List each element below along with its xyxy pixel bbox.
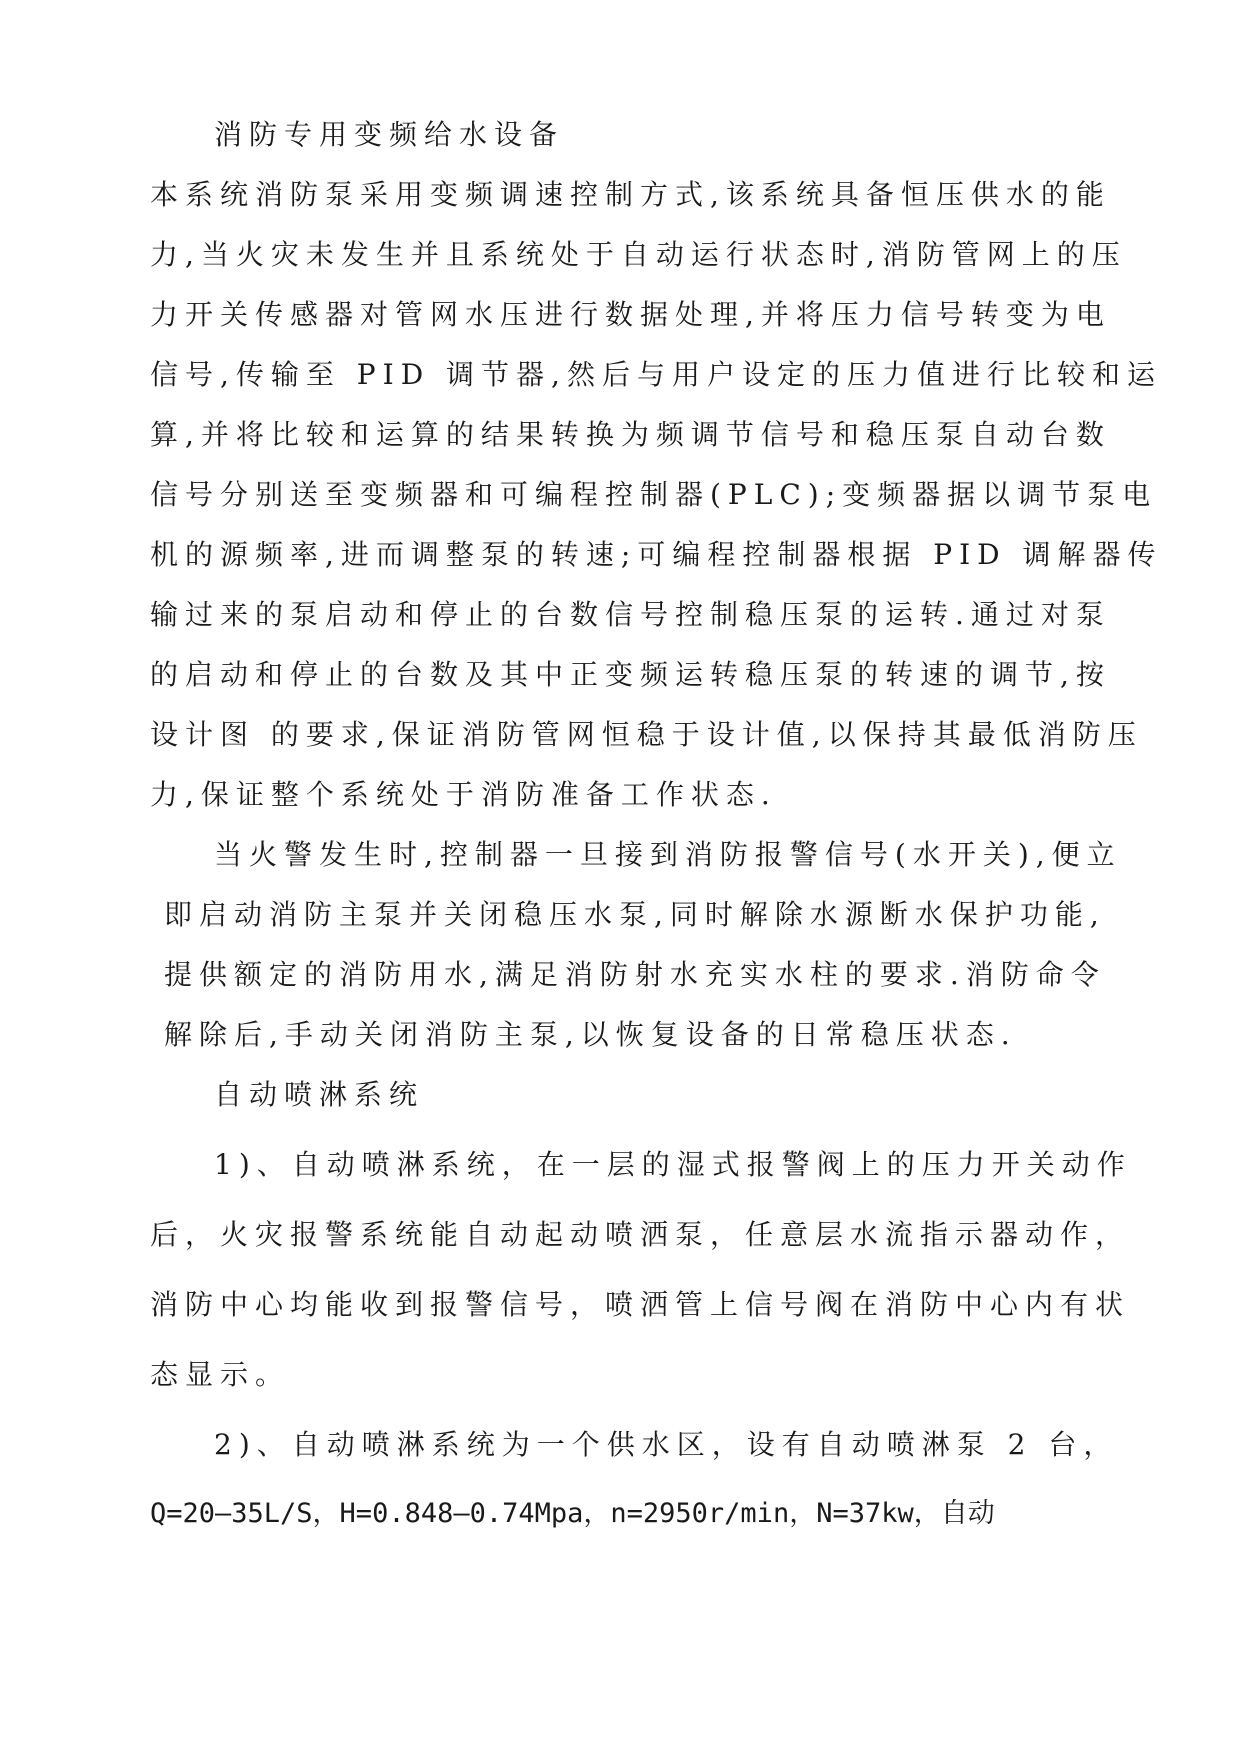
paragraph-line: 解除后,手动关闭消防主泵,以恢复设备的日常稳压状态. [164, 1018, 1017, 1051]
paragraph-line: Q=20—35L/S，H=0.848—0.74Mpa，n=2950r/min，N=37kw，自动 [150, 1498, 995, 1529]
paragraph-line: 力开关传感器对管网水压进行数据处理,并将压力信号转变为电 [150, 298, 1111, 331]
paragraph-line: 设计图 的要求,保证消防管网恒稳于设计值,以保持其最低消防压 [150, 718, 1143, 751]
paragraph-line: 态显示。 [150, 1358, 291, 1391]
paragraph-line: 提供额定的消防用水,满足消防射水充实水柱的要求.消防命令 [164, 958, 1106, 991]
paragraph-line: 消防中心均能收到报警信号，喷洒管上信号阀在消防中心内有状 [150, 1288, 1131, 1321]
section-heading: 消防专用变频给水设备 [214, 118, 565, 151]
paragraph-line: 本系统消防泵采用变频调速控制方式,该系统具备恒压供水的能 [150, 178, 1111, 211]
paragraph-line: 后，火灾报警系统能自动起动喷洒泵，任意层水流指示器动作， [150, 1218, 1131, 1251]
paragraph-line: 力,当火灾未发生并且系统处于自动运行状态时,消防管网上的压 [150, 238, 1127, 271]
paragraph-line: 信号分别送至变频器和可编程控制器(PLC);变频器据以调节泵电 [150, 478, 1158, 511]
paragraph-line: 输过来的泵启动和停止的台数信号控制稳压泵的运转.通过对泵 [150, 598, 1111, 631]
paragraph-line: 2)、自动喷淋系统为一个供水区，设有自动喷淋泵 2 台， [214, 1428, 1119, 1461]
paragraph-line: 1)、自动喷淋系统，在一层的湿式报警阀上的压力开关动作 [214, 1148, 1132, 1181]
paragraph-line: 机的源频率,进而调整泵的转速;可编程控制器根据 PID 调解器传 [150, 538, 1163, 571]
paragraph-line: 力,保证整个系统处于消防准备工作状态. [150, 778, 777, 811]
paragraph-line: 算,并将比较和运算的结果转换为频调节信号和稳压泵自动台数 [150, 418, 1111, 451]
paragraph-line: 即启动消防主泵并关闭稳压水泵,同时解除水源断水保护功能, [164, 898, 1106, 931]
paragraph-line: 当火警发生时,控制器一旦接到消防报警信号(水开关),便立 [214, 838, 1122, 871]
paragraph-line: 的启动和停止的台数及其中正变频运转稳压泵的转速的调节,按 [150, 658, 1111, 691]
section-heading: 自动喷淋系统 [214, 1078, 425, 1111]
paragraph-line: 信号,传输至 PID 调节器,然后与用户设定的压力值进行比较和运 [150, 358, 1162, 391]
